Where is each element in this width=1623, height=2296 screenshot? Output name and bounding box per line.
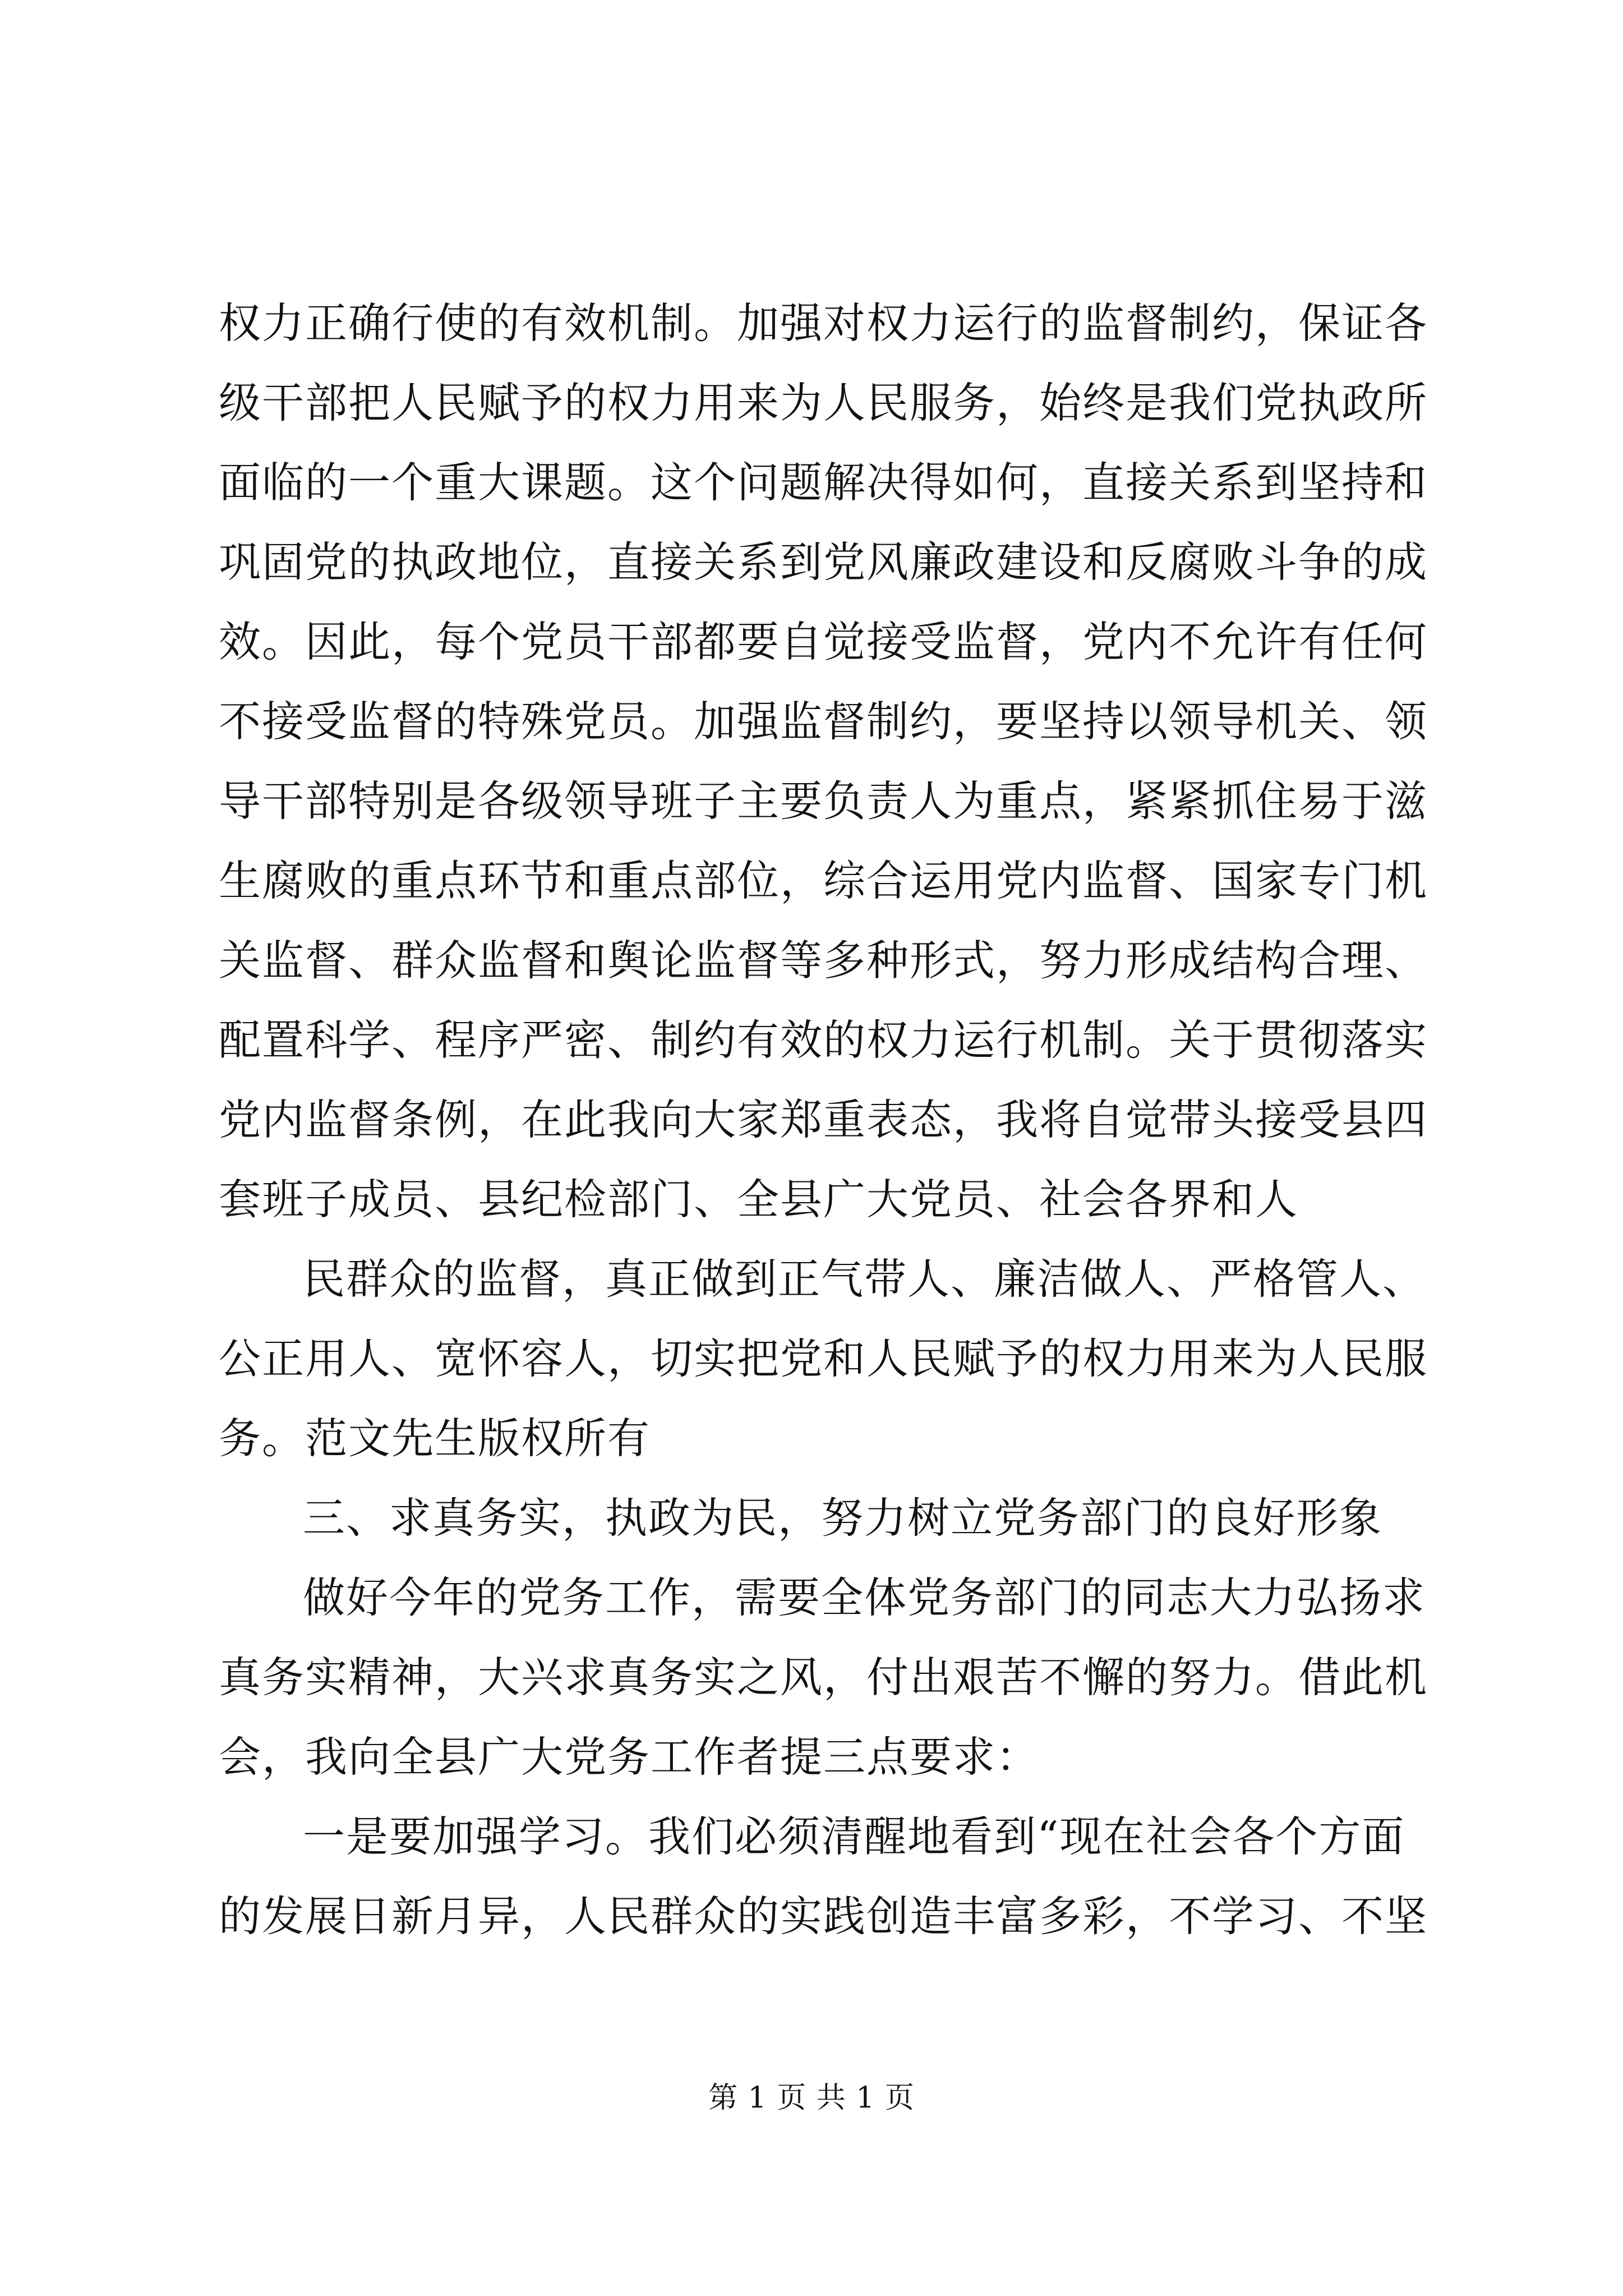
- text-line: 配置科学、程序严密、制约有效的权力运行机制。关于贯彻落实: [219, 1015, 1428, 1065]
- text-line: 公正用人、宽怀容人，切实把党和人民赋予的权力用来为人民服: [219, 1334, 1428, 1383]
- page-footer: [0, 2078, 1623, 2118]
- text-line: 生腐败的重点环节和重点部位，综合运用党内监督、国家专门机: [219, 856, 1428, 905]
- text-line: 不接受监督的特殊党员。加强监督制约，要坚持以领导机关、领: [219, 697, 1428, 746]
- text-line: 级干部把人民赋予的权力用来为人民服务，始终是我们党执政所: [219, 378, 1428, 427]
- text-line: 权力正确行使的有效机制。加强对权力运行的监督制约，保证各: [219, 298, 1428, 348]
- text-line: 导干部特别是各级领导班子主要负责人为重点，紧紧抓住易于滋: [219, 776, 1428, 826]
- document-body: [219, 283, 1428, 1956]
- text-line: 面临的一个重大课题。这个问题解决得如何，直接关系到坚持和: [219, 458, 1428, 507]
- section-heading: 三、求真务实，执政为民，努力树立党务部门的良好形象: [303, 1493, 1383, 1543]
- text-line: 的发展日新月异，人民群众的实践创造丰富多彩，不学习、不坚: [219, 1892, 1428, 1941]
- page-number-label: 第 1 页 共 1 页: [708, 2081, 915, 2115]
- text-line: 会，我向全县广大党务工作者提三点要求：: [219, 1732, 1040, 1782]
- paragraph-first-line: 一是要加强学习。我们必须清醒地看到“现在社会各个方面: [303, 1812, 1405, 1861]
- text-line: 真务实精神，大兴求真务实之风，付出艰苦不懈的努力。借此机: [219, 1653, 1428, 1702]
- text-line: 套班子成员、县纪检部门、全县广大党员、社会各界和人: [219, 1175, 1299, 1224]
- text-line: 效。因此，每个党员干部都要自觉接受监督，党内不允许有任何: [219, 617, 1428, 666]
- paragraph-first-line: 民群众的监督，真正做到正气带人、廉洁做人、严格管人、: [303, 1254, 1426, 1304]
- text-line: 党内监督条例，在此我向大家郑重表态，我将自觉带头接受县四: [219, 1095, 1428, 1144]
- text-line: 巩固党的执政地位，直接关系到党风廉政建设和反腐败斗争的成: [219, 537, 1428, 587]
- text-line: 务。范文先生版权所有: [219, 1414, 651, 1463]
- text-line: 关监督、群众监督和舆论监督等多种形式，努力形成结构合理、: [219, 936, 1428, 985]
- paragraph-first-line: 做好今年的党务工作，需要全体党务部门的同志大力弘扬求: [303, 1573, 1426, 1622]
